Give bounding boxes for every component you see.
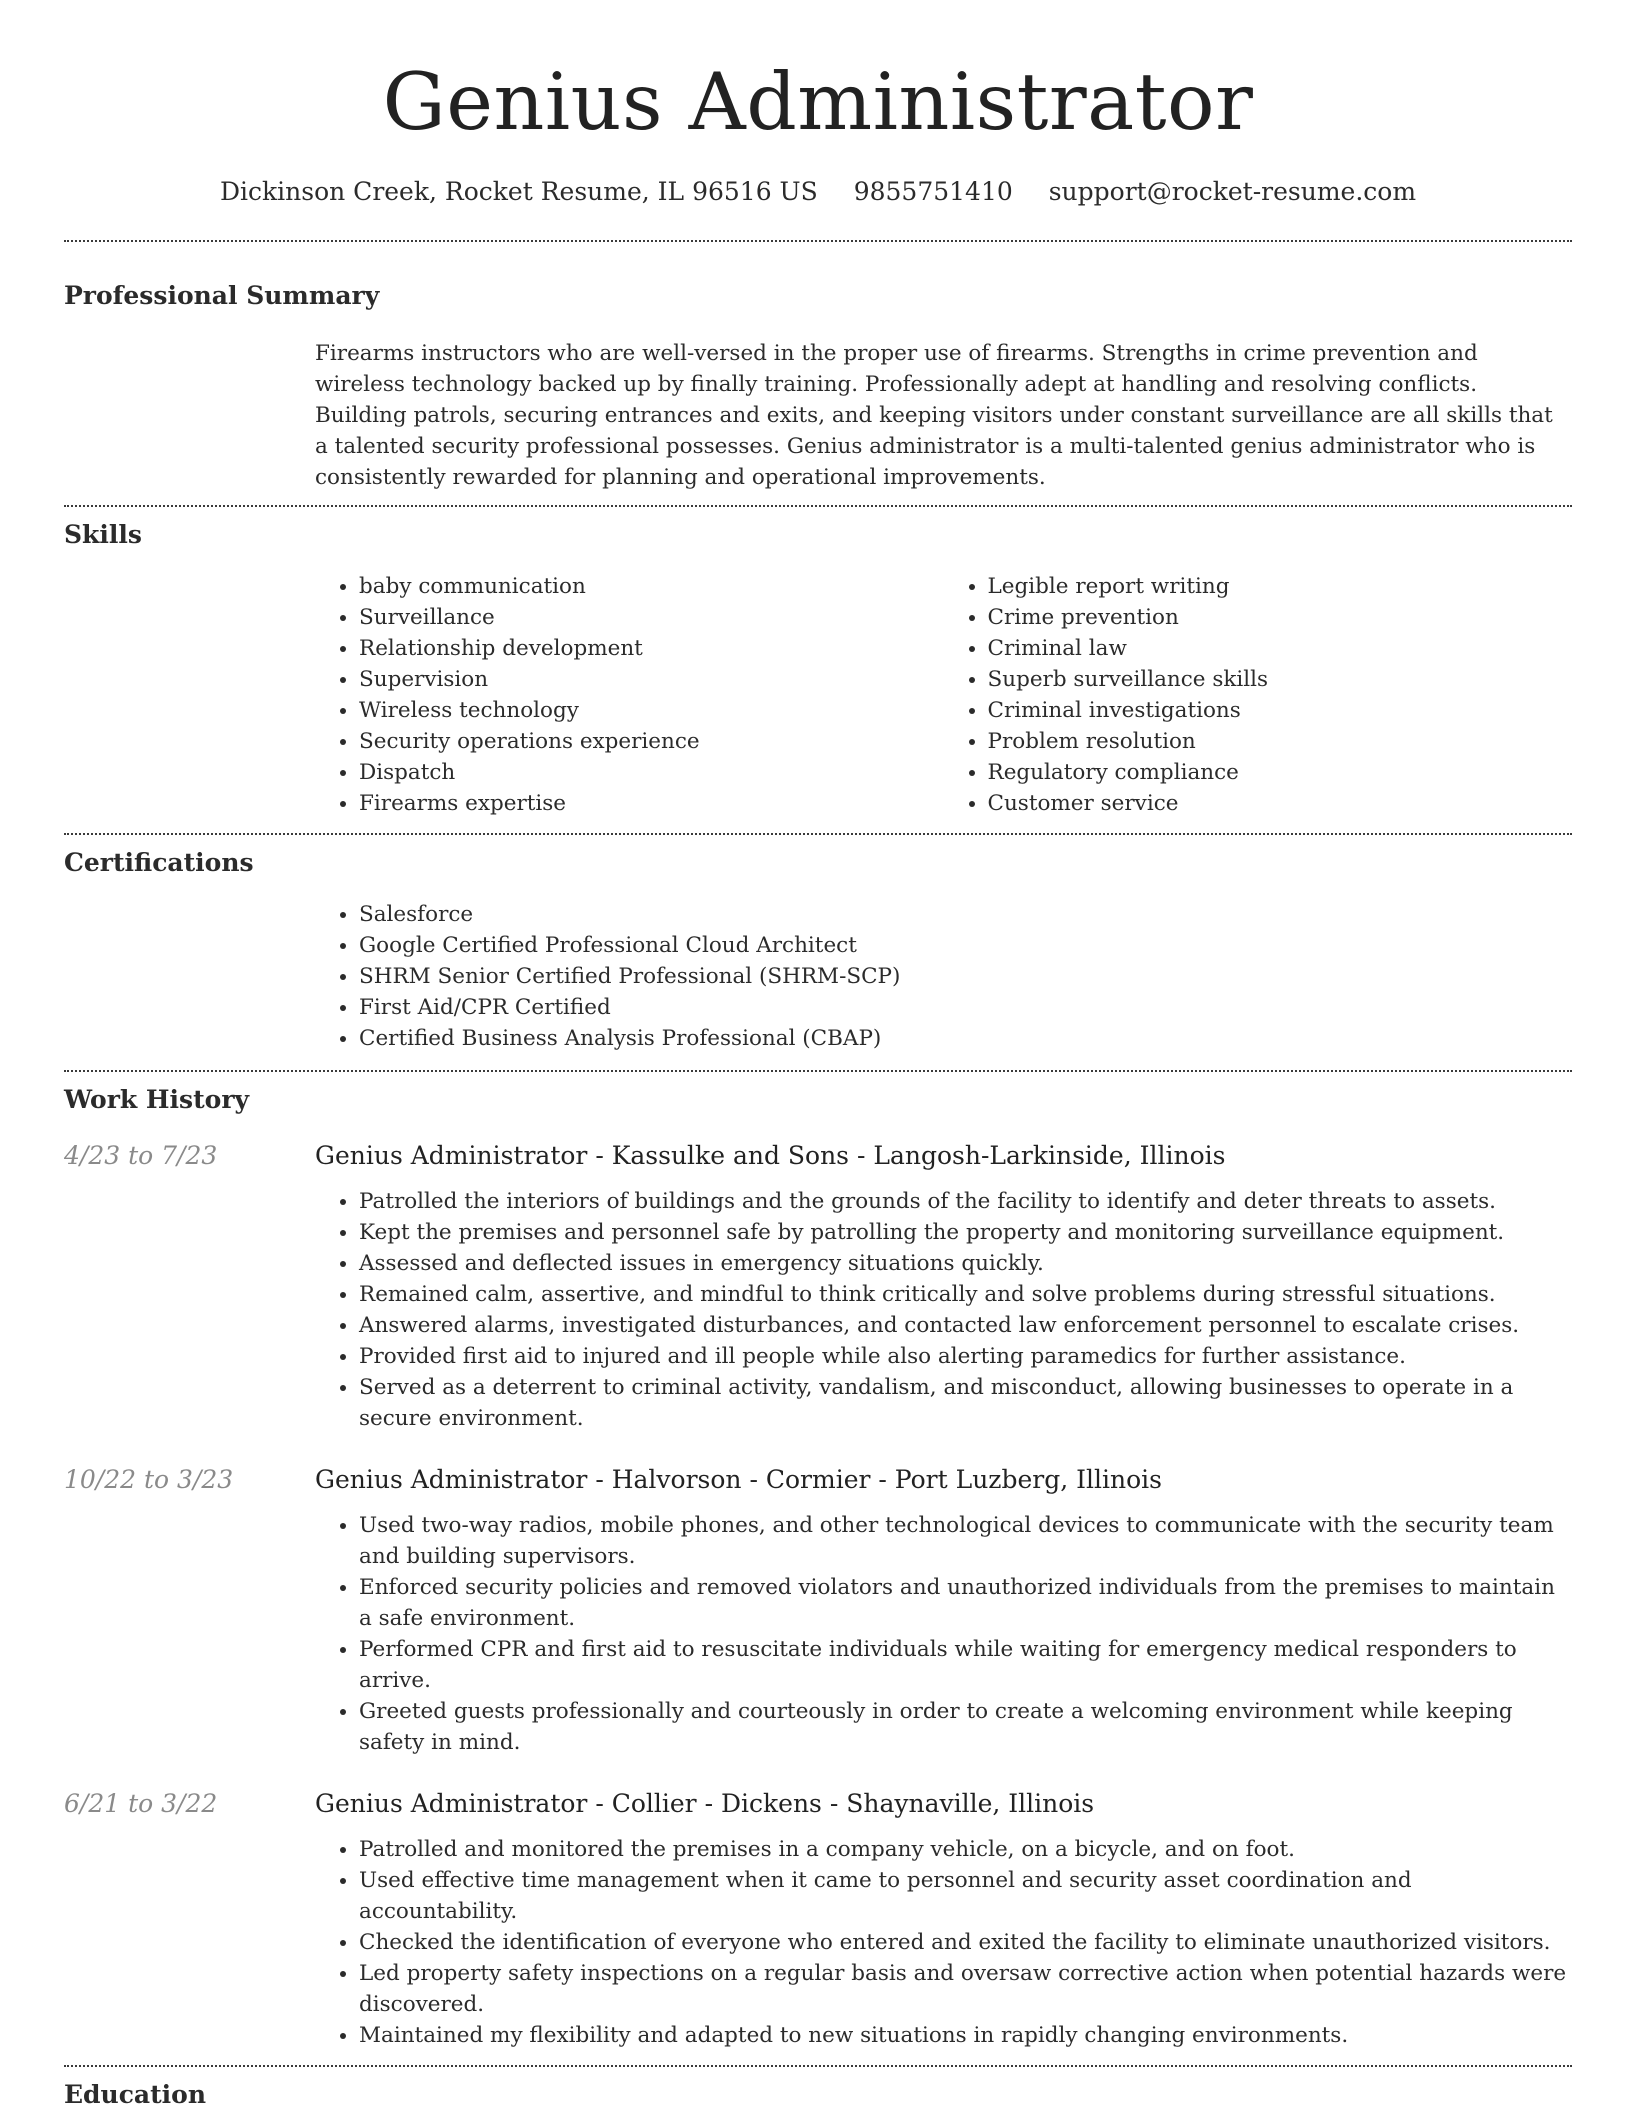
job-bullet: • Patrolled and monitored the premises in a company vehicle, on a bicycle, and on foot.: [359, 1834, 1572, 1865]
resume-page: [64, 0, 1572, 2113]
skills-columns: [315, 571, 1572, 819]
skill-item: • Crime prevention: [988, 602, 1573, 633]
job-bullet-list: [315, 1834, 1572, 2051]
skill-item: • Regulatory compliance: [988, 757, 1573, 788]
skill-item: • Problem resolution: [988, 726, 1573, 757]
job-bullet: • Served as a deterrent to criminal activity, vandalism, and misconduct, allowing businesses to operate in a secure environment.: [359, 1372, 1572, 1434]
divider-skills: [64, 833, 1572, 835]
job-heading: Genius Administrator - Collier - Dickens - Shaynaville, Illinois: [315, 1789, 1095, 1818]
summary-section: [64, 278, 1572, 493]
job-bullet: • Led property safety inspections on a regular basis and oversaw corrective action when potential hazards were discovered.: [359, 1958, 1572, 2020]
summary-title: Professional Summary: [64, 281, 380, 310]
job-bullet-list: [315, 1186, 1572, 1434]
job-bullet-list: [315, 1510, 1572, 1758]
skills-title: Skills: [64, 520, 142, 549]
job-bullet: • Checked the identification of everyone who entered and exited the facility to eliminate unauthorized visitors.: [359, 1927, 1572, 1958]
skill-item: • Security operations experience: [359, 726, 944, 757]
certifications-title: Certifications: [64, 848, 254, 877]
skill-item: • Criminal investigations: [988, 695, 1573, 726]
skill-item: • baby communication: [359, 571, 944, 602]
job-entry: [64, 1462, 1572, 1758]
job-entry: [64, 1138, 1572, 1434]
skill-item: • Firearms expertise: [359, 788, 944, 819]
job-bullet: • Assessed and deflected issues in emergency situations quickly.: [359, 1248, 1572, 1279]
certifications-list: [315, 899, 1572, 1054]
job-header: [64, 1462, 1572, 1498]
divider-header: [64, 240, 1572, 242]
certification-item: • Salesforce: [359, 899, 1572, 930]
education-section: [64, 2077, 1572, 2113]
work-title: Work History: [64, 1085, 250, 1114]
certification-item: • Certified Business Analysis Professional (CBAP): [359, 1023, 1572, 1054]
job-bullets: [315, 1834, 1572, 2051]
work-section: [64, 1082, 1572, 2051]
skills-list-right: [944, 571, 1573, 819]
job-heading: Genius Administrator - Kassulke and Sons - Langosh-Larkinside, Illinois: [315, 1141, 1226, 1170]
skills-section: [64, 517, 1572, 819]
candidate-name: Genius Administrator: [382, 56, 1254, 148]
certifications-section: [64, 845, 1572, 1054]
contact-line: [64, 174, 1572, 210]
job-bullet: • Used effective time management when it came to personnel and security asset coordination and accountability.: [359, 1865, 1572, 1927]
skill-item: • Surveillance: [359, 602, 944, 633]
job-bullet: • Used two-way radios, mobile phones, and other technological devices to communicate with the security team and building supervisors.: [359, 1510, 1572, 1572]
job-bullet: • Provided first aid to injured and ill people while also alerting paramedics for further assistance.: [359, 1341, 1572, 1372]
skill-item: • Wireless technology: [359, 695, 944, 726]
job-header: [64, 1138, 1572, 1174]
job-bullet: • Enforced security policies and removed violators and unauthorized individuals from the premises to maintain a safe environment.: [359, 1572, 1572, 1634]
divider-work: [64, 2065, 1572, 2067]
job-heading: Genius Administrator - Halvorson - Cormier - Port Luzberg, Illinois: [315, 1465, 1162, 1494]
job-dates: 10/22 to 3/23: [64, 1465, 234, 1494]
certification-item: • SHRM Senior Certified Professional (SHRM-SCP): [359, 961, 1572, 992]
job-bullets: [315, 1186, 1572, 1434]
job-bullet: • Kept the premises and personnel safe by patrolling the property and monitoring surveillance equipment.: [359, 1217, 1572, 1248]
job-bullet: • Maintained my flexibility and adapted to new situations in rapidly changing environments.: [359, 2020, 1572, 2051]
certifications-content: [315, 899, 1572, 1054]
skills-list-left: [315, 571, 944, 819]
job-bullet: • Performed CPR and first aid to resuscitate individuals while waiting for emergency medical responders to arrive.: [359, 1634, 1572, 1696]
skill-item: • Criminal law: [988, 633, 1573, 664]
divider-summary: [64, 505, 1572, 507]
contact-phone: 9855751410: [853, 177, 1013, 206]
job-bullet: • Patrolled the interiors of buildings and the grounds of the facility to identify and deter threats to assets.: [359, 1186, 1572, 1217]
job-header: [64, 1786, 1572, 1822]
job-bullet: • Greeted guests professionally and courteously in order to create a welcoming environment while keeping safety in mind.: [359, 1696, 1572, 1758]
job-dates: 6/21 to 3/22: [64, 1789, 218, 1818]
skill-item: • Relationship development: [359, 633, 944, 664]
contact-email: support@rocket-resume.com: [1048, 177, 1417, 206]
certification-item: • First Aid/CPR Certified: [359, 992, 1572, 1023]
education-title: Education: [64, 2080, 207, 2109]
job-dates: 4/23 to 7/23: [64, 1141, 218, 1170]
skill-item: • Dispatch: [359, 757, 944, 788]
job-entry: [64, 1786, 1572, 2051]
job-bullets: [315, 1510, 1572, 1758]
skill-item: • Superb surveillance skills: [988, 664, 1573, 695]
skill-item: • Supervision: [359, 664, 944, 695]
divider-certifications: [64, 1070, 1572, 1072]
skill-item: • Legible report writing: [988, 571, 1573, 602]
certification-item: • Google Certified Professional Cloud Architect: [359, 930, 1572, 961]
job-bullet: • Remained calm, assertive, and mindful to think critically and solve problems during stressful situations.: [359, 1279, 1572, 1310]
contact-address: Dickinson Creek, Rocket Resume, IL 96516 US: [219, 177, 818, 206]
job-bullet: • Answered alarms, investigated disturbances, and contacted law enforcement personnel to escalate crises.: [359, 1310, 1572, 1341]
summary-text: Firearms instructors who are well-versed in the proper use of firearms. Strengths in crime prevention and wireless technology backed up by finally training. Professionally adept at handling and resolving conflicts. Building patrols, securing entrances and exits, and keeping visitors under constant surveillance are all skills that a talented security professional possesses. Genius administrator is a multi-talented genius administrator who is consistently rewarded for planning and operational improvements.: [315, 341, 1553, 490]
skill-item: • Customer service: [988, 788, 1573, 819]
